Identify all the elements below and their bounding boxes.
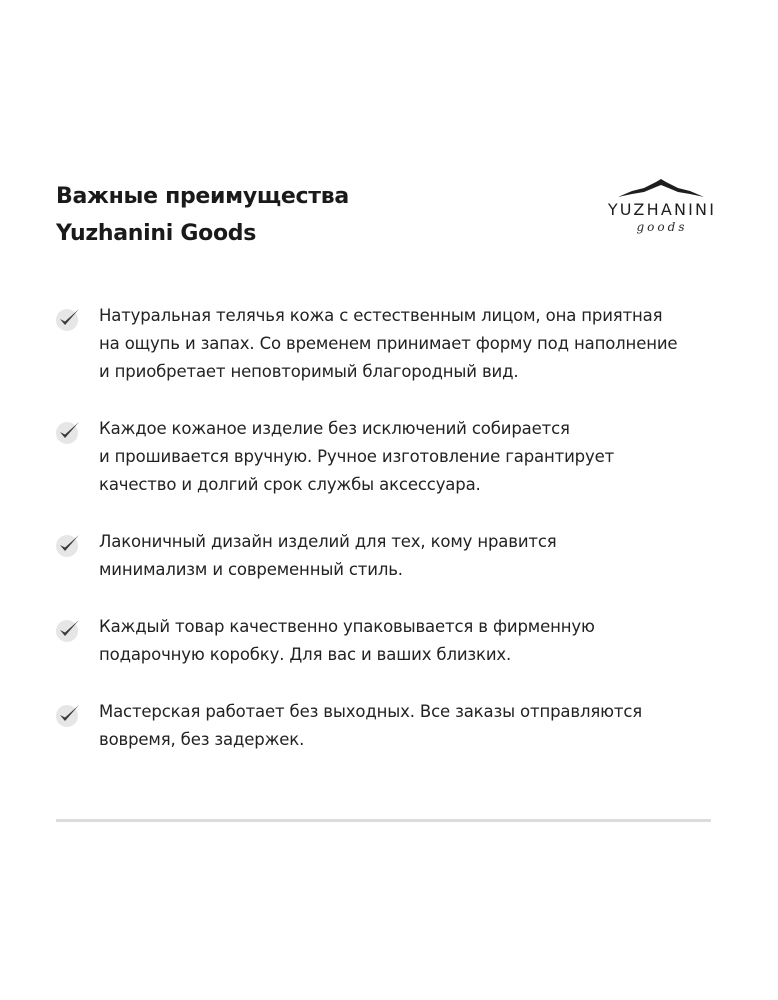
list-item xyxy=(54,302,734,386)
check-icon xyxy=(54,306,82,332)
benefits-list xyxy=(54,302,734,783)
list-item xyxy=(54,613,734,669)
benefit-text: Натуральная телячья кожа с естественным лицом, она приятная на ощупь и запах. Со временем принимает форму под наполнение и приобретает неповторимый благородный вид. xyxy=(99,306,678,381)
brand-logo xyxy=(598,178,726,242)
list-item xyxy=(54,528,734,584)
title-line-2: Yuzhanini Goods xyxy=(56,221,256,246)
benefit-text: Мастерская работает без выходных. Все заказы отправляются вовремя, без задержек. xyxy=(99,702,643,749)
benefit-text: Каждый товар качественно упаковывается в фирменную подарочную коробку. Для вас и ваших близких. xyxy=(99,617,595,664)
list-item xyxy=(54,698,734,754)
logo-sub-text: goods xyxy=(636,220,688,234)
roof-logo-icon xyxy=(618,178,704,198)
list-item xyxy=(54,415,734,499)
header xyxy=(56,178,726,258)
check-icon xyxy=(54,702,82,728)
check-icon xyxy=(54,419,82,445)
check-icon xyxy=(54,617,82,643)
check-icon xyxy=(54,532,82,558)
logo-brand-text: YUZHANINI xyxy=(607,200,717,219)
benefit-text: Каждое кожаное изделие без исключений собирается и прошивается вручную. Ручное изготовление гарантирует качество и долгий срок службы аксессуара. xyxy=(99,419,615,494)
divider xyxy=(56,819,711,822)
benefit-text: Лаконичный дизайн изделий для тех, кому нравится минимализм и современный стиль. xyxy=(99,532,557,579)
page-title xyxy=(56,178,349,252)
title-line-1: Важные преимущества xyxy=(56,184,349,209)
